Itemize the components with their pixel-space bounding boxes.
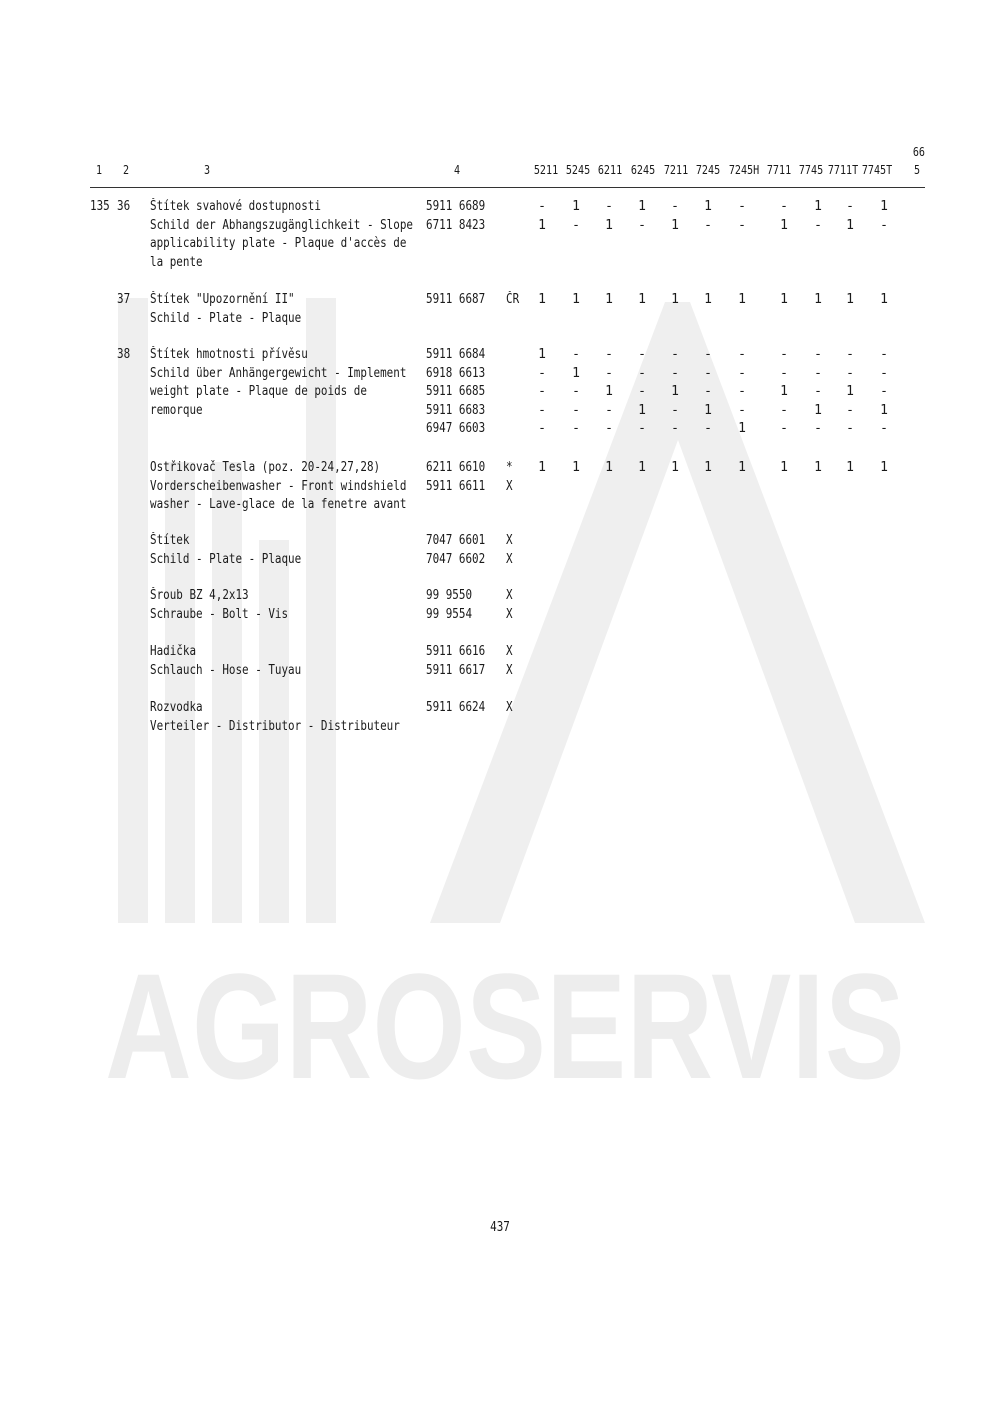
description-line: Štítek svahové dostupnosti [150, 199, 321, 214]
quantity-cell: 1 [572, 365, 580, 381]
part-number: 6211 6610 [426, 460, 486, 475]
header-col-2: 2 [123, 163, 130, 177]
position-number: 135 [90, 199, 110, 214]
description-line: Schild der Abhangszugänglichkeit - Slope [150, 217, 413, 233]
quantity-cell: 1 [846, 460, 854, 475]
quantity-cell: - [846, 199, 854, 214]
subposition-number: 37 [117, 292, 131, 307]
quantity-cell: - [605, 199, 613, 214]
quantity-cell: - [846, 365, 854, 381]
header-col-4: 4 [454, 163, 461, 177]
quantity-cell: 1 [605, 384, 613, 400]
quantity-cell: 1 [738, 292, 746, 307]
part-number: 5911 6617 [426, 662, 486, 678]
note-code: X [506, 606, 513, 622]
quantity-cell: - [704, 217, 712, 233]
quantity-cell: - [780, 347, 788, 362]
quantity-cell: - [572, 384, 580, 400]
quantity-cell: 1 [671, 384, 679, 400]
quantity-cell: - [605, 402, 613, 418]
quantity-cell: 1 [780, 460, 788, 475]
description-line: Schild - Plate - Plaque [150, 310, 302, 326]
header-model: 7745T [861, 163, 893, 177]
header-model: 7745 [798, 163, 824, 177]
quantity-cell: 1 [780, 217, 788, 233]
quantity-cell: - [880, 217, 888, 233]
quantity-cell: 1 [638, 292, 646, 307]
header-col-5: 5 [914, 163, 921, 177]
quantity-cell: - [780, 365, 788, 381]
quantity-cell: 1 [738, 421, 746, 437]
quantity-cell: 1 [638, 460, 646, 475]
quantity-cell: 1 [538, 217, 546, 233]
quantity-cell: - [671, 421, 679, 437]
quantity-cell: 1 [880, 402, 888, 418]
quantity-cell: - [738, 384, 746, 400]
quantity-cell: - [704, 384, 712, 400]
quantity-cell: 1 [880, 199, 888, 214]
description-line: Schraube - Bolt - Vis [150, 606, 289, 622]
note-code: * [506, 460, 513, 475]
quantity-cell: - [671, 347, 679, 362]
quantity-cell: - [572, 421, 580, 437]
description-line: Štítek [150, 533, 190, 548]
quantity-cell: 1 [880, 292, 888, 307]
quantity-cell: 1 [572, 460, 580, 475]
part-number: 5911 6611 [426, 478, 486, 494]
part-number: 5911 6616 [426, 644, 486, 659]
quantity-cell: - [880, 365, 888, 381]
quantity-cell: 1 [605, 217, 613, 233]
quantity-cell: 1 [846, 384, 854, 400]
quantity-cell: 1 [572, 292, 580, 307]
quantity-cell: - [780, 402, 788, 418]
description-line: washer - Lave-glace de la fenetre avant [150, 497, 407, 513]
quantity-cell: 1 [880, 460, 888, 475]
quantity-cell: - [638, 384, 646, 400]
quantity-cell: 1 [638, 199, 646, 214]
quantity-cell: 1 [704, 460, 712, 475]
quantity-cell: - [780, 199, 788, 214]
quantity-cell: - [738, 365, 746, 381]
header-model: 7211 [663, 163, 689, 177]
subposition-number: 36 [117, 199, 131, 214]
description-line: Schild - Plate - Plaque [150, 551, 302, 567]
quantity-cell: - [704, 347, 712, 362]
quantity-cell: - [572, 217, 580, 233]
description-line: Štítek "Upozornění II" [150, 292, 295, 307]
description-line: weight plate - Plaque de poids de [150, 384, 367, 400]
part-number: 6918 6613 [426, 365, 486, 381]
quantity-cell: - [671, 199, 679, 214]
quantity-cell: - [671, 365, 679, 381]
quantity-cell: - [538, 402, 546, 418]
quantity-cell: - [846, 402, 854, 418]
quantity-cell: 1 [538, 460, 546, 475]
quantity-cell: 1 [814, 292, 822, 307]
quantity-cell: 1 [704, 292, 712, 307]
part-number: 99 9550 [426, 588, 473, 603]
description-line: Vorderscheibenwasher - Front windshield [150, 478, 407, 494]
quantity-cell: - [605, 365, 613, 381]
quantity-cell: - [814, 384, 822, 400]
quantity-cell: - [638, 365, 646, 381]
note-code: X [506, 551, 513, 567]
quantity-cell: 1 [814, 460, 822, 475]
part-number: 5911 6683 [426, 402, 486, 418]
header-model: 7245H [728, 163, 760, 177]
note-code: ČR [506, 292, 520, 307]
description-line: Štítek hmotnosti přívěsu [150, 347, 308, 362]
quantity-cell: - [738, 347, 746, 362]
quantity-cell: - [738, 402, 746, 418]
part-number: 5911 6687 [426, 292, 486, 307]
quantity-cell: - [538, 365, 546, 381]
note-code: X [506, 644, 513, 659]
quantity-cell: - [814, 347, 822, 362]
header-model: 5211 [533, 163, 559, 177]
quantity-cell: 1 [572, 199, 580, 214]
part-number: 5911 6624 [426, 700, 486, 715]
quantity-cell: - [780, 421, 788, 437]
header-model: 5245 [565, 163, 591, 177]
header-model: 7711 [766, 163, 792, 177]
quantity-cell: 1 [846, 292, 854, 307]
quantity-cell: - [572, 402, 580, 418]
quantity-cell: 1 [671, 217, 679, 233]
note-code: X [506, 533, 513, 548]
part-number: 7047 6601 [426, 533, 486, 548]
quantity-cell: - [538, 384, 546, 400]
description-line: Šroub BZ 4,2x13 [150, 588, 249, 603]
quantity-cell: 1 [605, 460, 613, 475]
quantity-cell: - [880, 347, 888, 362]
quantity-cell: - [846, 347, 854, 362]
quantity-cell: - [704, 421, 712, 437]
quantity-cell: 1 [538, 292, 546, 307]
quantity-cell: - [638, 347, 646, 362]
header-model: 6211 [597, 163, 623, 177]
quantity-cell: - [846, 421, 854, 437]
description-line: Schlauch - Hose - Tuyau [150, 662, 302, 678]
quantity-cell: 1 [814, 199, 822, 214]
quantity-cell: - [538, 421, 546, 437]
description-line: Rozvodka [150, 700, 203, 715]
quantity-cell: - [814, 217, 822, 233]
quantity-cell: 1 [538, 347, 546, 362]
quantity-cell: - [880, 384, 888, 400]
header-col-3: 3 [204, 163, 211, 177]
quantity-cell: 1 [846, 217, 854, 233]
note-code: X [506, 588, 513, 603]
part-number: 5911 6689 [426, 199, 486, 214]
subposition-number: 38 [117, 347, 131, 362]
description-line: la pente [150, 254, 203, 270]
part-number: 6711 8423 [426, 217, 486, 233]
quantity-cell: - [671, 402, 679, 418]
quantity-cell: 1 [605, 292, 613, 307]
quantity-cell: - [880, 421, 888, 437]
quantity-cell: 1 [780, 384, 788, 400]
quantity-cell: - [538, 199, 546, 214]
quantity-cell: 1 [738, 460, 746, 475]
quantity-cell: - [605, 421, 613, 437]
header-col-1: 1 [96, 163, 103, 177]
quantity-cell: - [572, 347, 580, 362]
quantity-cell: - [814, 421, 822, 437]
quantity-cell: - [704, 365, 712, 381]
header-model: 6245 [630, 163, 656, 177]
part-number: 5911 6684 [426, 347, 486, 362]
description-line: applicability plate - Plaque d'accès de [150, 236, 407, 252]
note-code: X [506, 478, 513, 494]
header-rule [90, 187, 925, 188]
quantity-cell: - [605, 347, 613, 362]
watermark-lettering: AGROSERVIS [105, 942, 905, 1110]
quantity-cell: 1 [814, 402, 822, 418]
description-line: Ostřikovač Tesla (poz. 20-24,27,28) [150, 460, 381, 475]
note-code: X [506, 662, 513, 678]
quantity-cell: - [638, 217, 646, 233]
quantity-cell: - [814, 365, 822, 381]
quantity-cell: - [738, 217, 746, 233]
part-number: 7047 6602 [426, 551, 486, 567]
part-number: 99 9554 [426, 606, 473, 622]
description-line: Hadička [150, 644, 197, 659]
quantity-cell: - [738, 199, 746, 214]
header-model: 7245 [695, 163, 721, 177]
description-line: Verteiler - Distributor - Distributeur [150, 718, 400, 734]
part-number: 5911 6685 [426, 384, 486, 400]
quantity-cell: 1 [638, 402, 646, 418]
page-number: 437 [490, 1220, 510, 1235]
part-number: 6947 6603 [426, 421, 486, 437]
quantity-cell: 1 [671, 460, 679, 475]
quantity-cell: 1 [704, 199, 712, 214]
description-line: remorque [150, 402, 203, 418]
quantity-cell: 1 [704, 402, 712, 418]
note-code: X [506, 700, 513, 715]
page-corner-number: 66 [912, 145, 925, 159]
quantity-cell: 1 [671, 292, 679, 307]
quantity-cell: - [638, 421, 646, 437]
quantity-cell: 1 [780, 292, 788, 307]
description-line: Schild über Anhängergewicht - Implement [150, 365, 407, 381]
header-model: 7711T [827, 163, 859, 177]
